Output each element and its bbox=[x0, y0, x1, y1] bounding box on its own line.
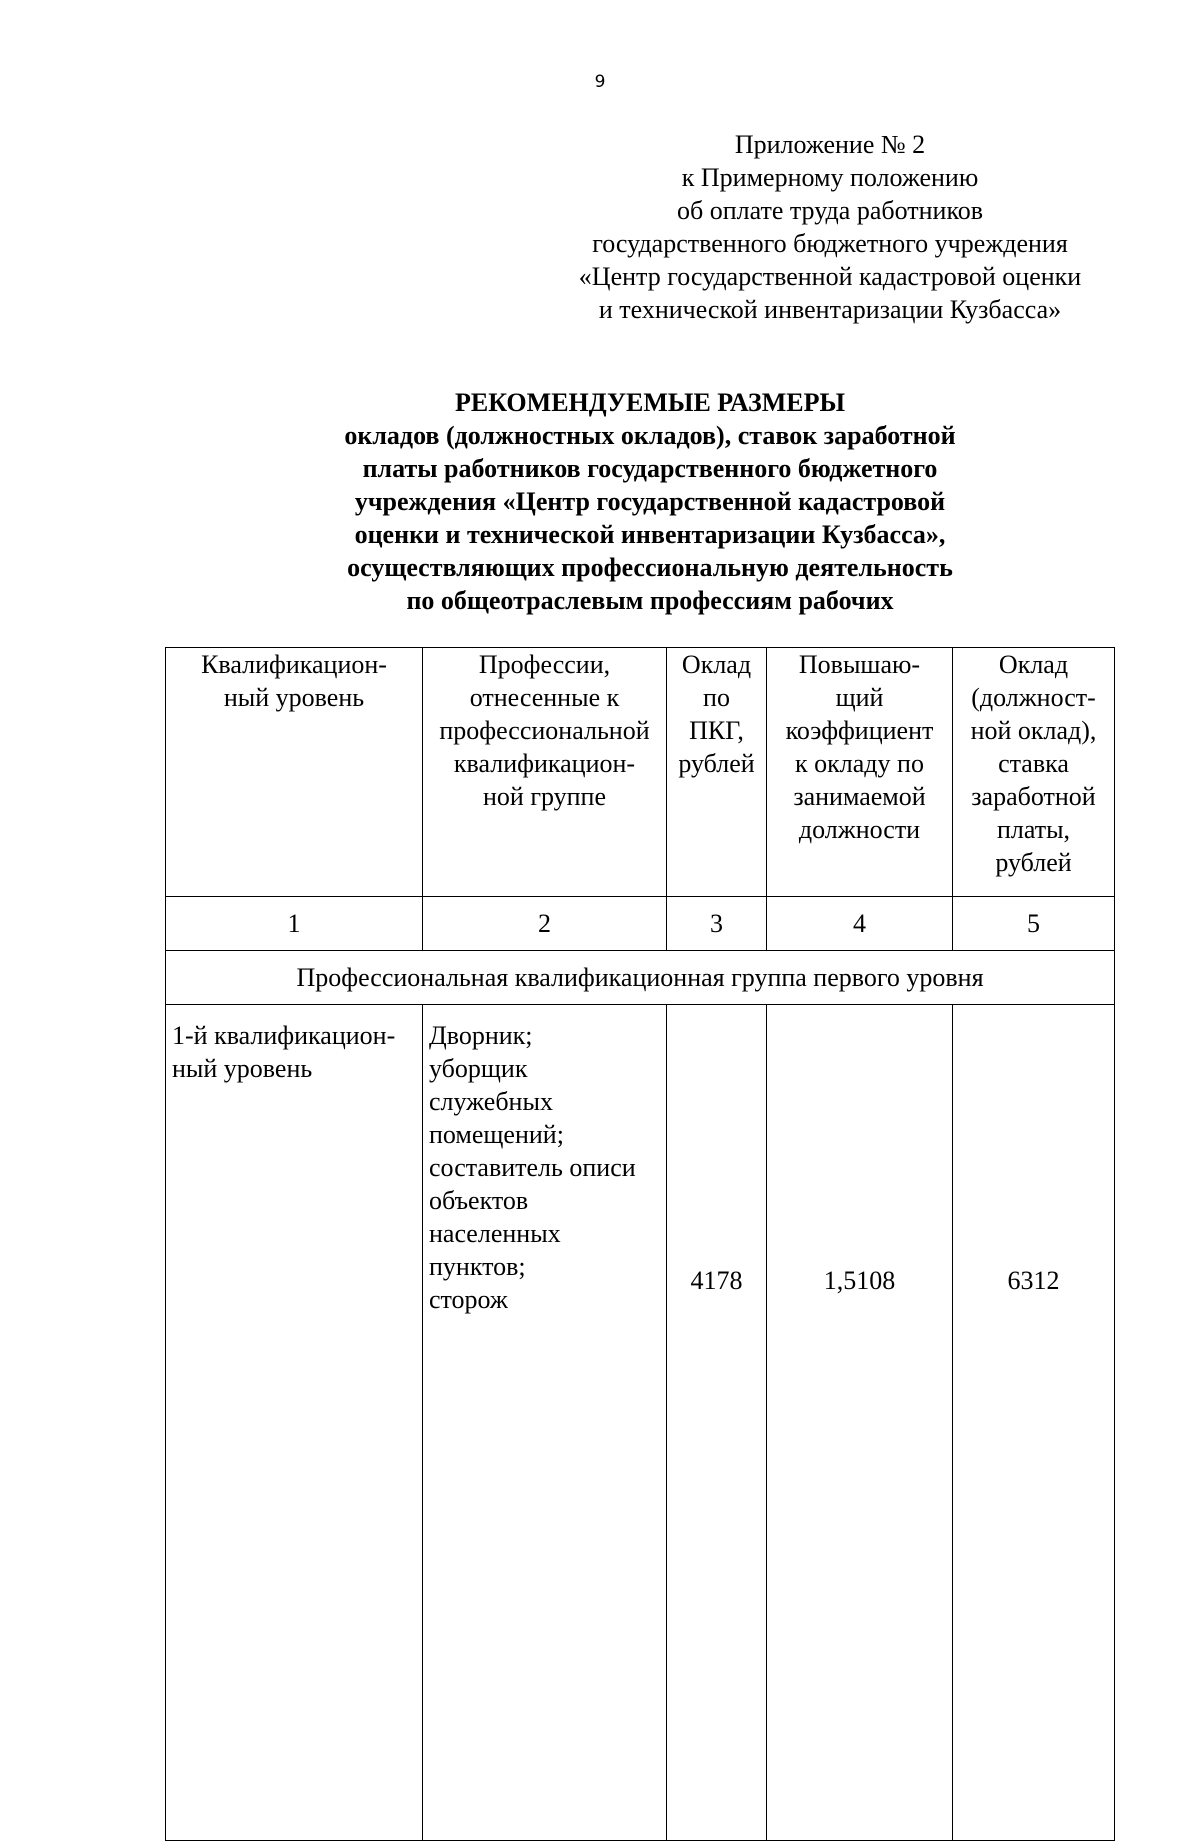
header-cell-coefficient bbox=[767, 648, 953, 897]
header-line: рублей bbox=[995, 848, 1072, 877]
appendix-line: к Примерному положению bbox=[681, 163, 979, 192]
table-row bbox=[166, 1005, 1115, 1841]
profession-line: Дворник; bbox=[429, 1021, 533, 1050]
header-line: должности bbox=[798, 815, 921, 844]
header-line: ставка bbox=[998, 749, 1069, 778]
header-line: Оклад bbox=[998, 650, 1069, 679]
profession-line: составитель описи bbox=[429, 1153, 636, 1182]
salary-table bbox=[165, 647, 1115, 1841]
header-line: Оклад bbox=[681, 650, 752, 679]
appendix-line: «Центр государственной кадастровой оценки bbox=[578, 262, 1082, 291]
profession-line: служебных bbox=[429, 1087, 553, 1116]
title-line: окладов (должностных окладов), ставок заработной bbox=[344, 421, 956, 450]
appendix-line: государственного бюджетного учреждения bbox=[592, 229, 1068, 258]
column-number: 4 bbox=[767, 897, 953, 951]
appendix-line: об оплате труда работников bbox=[676, 196, 984, 225]
profession-line: уборщик bbox=[429, 1054, 528, 1083]
header-line: по bbox=[703, 683, 730, 712]
header-line: (должност- bbox=[971, 683, 1096, 712]
header-line: платы, bbox=[996, 815, 1071, 844]
header-line: к окладу по bbox=[795, 749, 924, 778]
header-cell-salary bbox=[953, 648, 1115, 897]
header-cell-professions bbox=[423, 648, 667, 897]
title-line: по общеотраслевым профессиям рабочих bbox=[406, 586, 894, 615]
title-line: учреждения «Центр государственной кадастровой bbox=[354, 487, 946, 516]
profession-line: сторож bbox=[429, 1285, 508, 1314]
appendix-line: Приложение № 2 bbox=[734, 130, 926, 159]
header-line: рублей bbox=[678, 749, 755, 778]
header-line: ПКГ, bbox=[689, 716, 744, 745]
column-number: 1 bbox=[166, 897, 423, 951]
header-line: отнесенные к bbox=[469, 683, 620, 712]
profession-line: населенных bbox=[429, 1219, 561, 1248]
header-line: Квалификацион- bbox=[201, 650, 387, 679]
level-line: 1-й квалификацион- bbox=[172, 1021, 396, 1050]
header-cell-salary-pkg bbox=[667, 648, 767, 897]
header-line: ной оклад), bbox=[970, 716, 1097, 745]
level-cell bbox=[166, 1005, 423, 1841]
coefficient-cell: 1,5108 bbox=[767, 1005, 953, 1841]
salary-cell: 6312 bbox=[953, 1005, 1115, 1841]
header-line: щий bbox=[835, 683, 884, 712]
title-line: платы работников государственного бюджетного bbox=[362, 454, 938, 483]
header-line: квалификацион- bbox=[453, 749, 636, 778]
header-line: Повышаю- bbox=[798, 650, 921, 679]
header-line: профессиональной bbox=[439, 716, 650, 745]
level-line: ный уровень bbox=[172, 1054, 313, 1083]
profession-line: помещений; bbox=[429, 1120, 564, 1149]
header-cell-level bbox=[166, 648, 423, 897]
column-number-row bbox=[166, 897, 1115, 951]
header-line: Профессии, bbox=[478, 650, 611, 679]
column-number: 5 bbox=[953, 897, 1115, 951]
appendix-block bbox=[520, 128, 1140, 326]
document-title bbox=[260, 386, 1040, 617]
title-line: РЕКОМЕНДУЕМЫЕ РАЗМЕРЫ bbox=[455, 388, 845, 417]
column-number: 2 bbox=[423, 897, 667, 951]
header-line: ный уровень bbox=[223, 683, 365, 712]
header-line: ной группе bbox=[482, 782, 607, 811]
group-title: Профессиональная квалификационная группа первого уровня bbox=[166, 951, 1115, 1005]
page-number: 9 bbox=[594, 72, 606, 92]
column-number: 3 bbox=[667, 897, 767, 951]
profession-line: пунктов; bbox=[429, 1252, 526, 1281]
group-row bbox=[166, 951, 1115, 1005]
title-line: оценки и технической инвентаризации Кузбасса», bbox=[354, 520, 946, 549]
title-line: осуществляющих профессиональную деятельность bbox=[347, 553, 953, 582]
profession-line: объектов bbox=[429, 1186, 529, 1215]
header-line: коэффициент bbox=[785, 716, 934, 745]
header-row bbox=[166, 648, 1115, 897]
header-line: занимаемой bbox=[793, 782, 926, 811]
header-line: заработной bbox=[971, 782, 1096, 811]
professions-cell bbox=[423, 1005, 667, 1841]
appendix-line: и технической инвентаризации Кузбасса» bbox=[598, 295, 1062, 324]
salary-pkg-cell: 4178 bbox=[667, 1005, 767, 1841]
